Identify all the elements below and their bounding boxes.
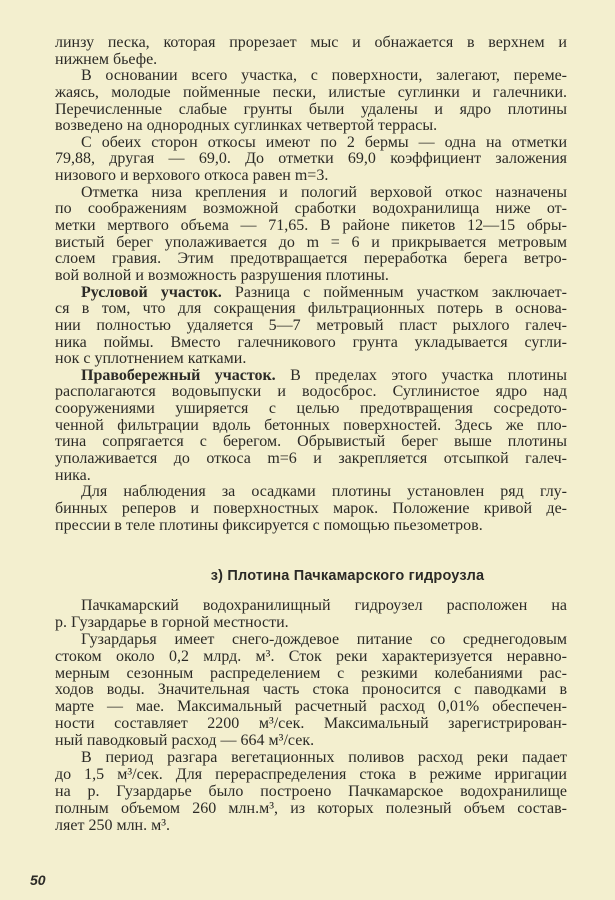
text-line: [55, 368, 567, 385]
text-line: по соображениям возможной сработки водохранилища ниже от-: [55, 200, 567, 218]
text-line: нии полностью удаляется 5—7 метровый пласт рыхлого галеч-: [55, 316, 567, 334]
text-line: 79,88, другая — 69,0. До отметки 69,0 коэффициент заложения: [55, 150, 567, 168]
text-line: сооружениями уширяется с целью предотвращения сосредото-: [55, 400, 567, 418]
text-line: ный паводковый расход — 664 м³/сек.: [55, 732, 315, 750]
paragraph: [55, 598, 567, 632]
text-line: Гузардарья имеет снего-дождевое питание со среднегодовым: [81, 630, 567, 648]
paragraph: [55, 68, 567, 135]
text-line: нок с уплотнением катками.: [55, 350, 247, 368]
paragraph: [55, 35, 567, 68]
text-line: ходов воды. Значительная часть стока проносится с паводками в: [55, 681, 567, 699]
text-line: мерным сезонным распределением с резкими колебаниями рас-: [55, 664, 567, 682]
text-block-lower: [55, 598, 567, 834]
text-line: вой волной и возможность разрушения плотины.: [55, 266, 389, 284]
text-line: уполаживается до откоса m=6 и закрепляется отсыпкой галеч-: [55, 450, 567, 468]
text-line: метки мертвого объема — 71,65. В районе пикетов 12—15 обры-: [55, 217, 567, 235]
text-line: ности составляет 2200 м³/сек. Максимальный зарегистрирован-: [55, 715, 567, 733]
paragraph: [55, 484, 567, 534]
paragraph-lead: Русловой участок.: [81, 283, 222, 301]
text-line: жаясь, молодые пойменные пески, илистые суглинки и галечники.: [55, 83, 567, 101]
text-line: возведено на однородных суглинках четвертой террасы.: [55, 117, 438, 135]
line-text: Разница с пойменным участком заключает-: [221, 283, 567, 301]
text-block-upper: [55, 35, 567, 534]
text-line: до 1,5 м³/сек. Для перераспределения стока в режиме ирригации: [55, 765, 567, 783]
paragraph: [55, 285, 567, 368]
text-line: вистый берег уполаживается до m = 6 и прикрывается метровым: [55, 233, 567, 251]
text-line: прессии в теле плотины фиксируется с помощью пьезометров.: [55, 516, 483, 534]
text-line: Отметка низа крепления и пологий верховой откос назначены: [81, 183, 567, 201]
paragraph: [55, 185, 567, 285]
text-line: [55, 285, 567, 302]
text-line: низового и верхового откоса равен m=3.: [55, 167, 329, 185]
text-line: слоем гравия. Этим предотвращается переработка берега ветро-: [55, 250, 567, 268]
text-line: Для наблюдения за осадками плотины установлен ряд глу-: [81, 483, 567, 501]
text-line: стоком около 0,2 млрд. м³. Сток реки характеризуется неравно-: [55, 647, 567, 665]
text-line: С обеих сторон откосы имеют по 2 бермы — одна на отметки: [81, 133, 567, 151]
text-line: ся в том, что для сокращения фильтрационных потерь в основа-: [55, 300, 567, 318]
text-line: на р. Гузардарье было построено Пачкамарское водохранилище: [55, 782, 567, 800]
section-heading: з) Плотина Пачкамарского гидроузла: [210, 568, 485, 584]
text-line: тина сопрягается с берегом. Обрывистый берег выше плотины: [55, 433, 567, 451]
text-line: р. Гузардарье в горной местности.: [55, 613, 289, 631]
line-text: В пределах этого участка плотины: [275, 366, 567, 384]
paragraph: [55, 135, 567, 185]
text-line: Пачкамарский водохранилищный гидроузел расположен на: [81, 597, 567, 614]
paragraph: [55, 632, 567, 750]
text-line: марте — мае. Максимальный расчетный расход 0,01% обеспечен-: [55, 698, 567, 716]
text-line: бинных реперов и поверхностных марок. Положение кривой де-: [55, 499, 567, 517]
text-line: нижнем бьефе.: [55, 50, 158, 68]
text-line: полным объемом 260 млн.м³, из которых полезный объем состав-: [55, 799, 567, 817]
text-line: В период разгара вегетационных поливов расход реки падает: [81, 749, 567, 767]
text-line: ника.: [55, 466, 91, 484]
text-line: ченной фильтрации вдоль бетонных поверхностей. Здесь же пло-: [55, 416, 567, 434]
text-line: ника поймы. Вместо галечникового грунта укладывается сугли-: [55, 333, 567, 351]
text-line: В основании всего участка, с поверхности, залегают, переме-: [81, 67, 567, 85]
paragraph: [55, 750, 567, 834]
text-line: Перечисленные слабые грунты были удалены и ядро плотины: [55, 100, 567, 118]
page-number: 50: [30, 872, 46, 888]
text-line: ляет 250 млн. м³.: [55, 816, 171, 834]
text-line: располагаются водовыпуски и водосброс. Суглинистое ядро над: [55, 383, 567, 401]
paragraph-lead: Правобережный участок.: [81, 366, 276, 384]
text-line: линзу песка, которая прорезает мыс и обнажается в верхнем и: [55, 34, 567, 51]
paragraph: [55, 368, 567, 484]
